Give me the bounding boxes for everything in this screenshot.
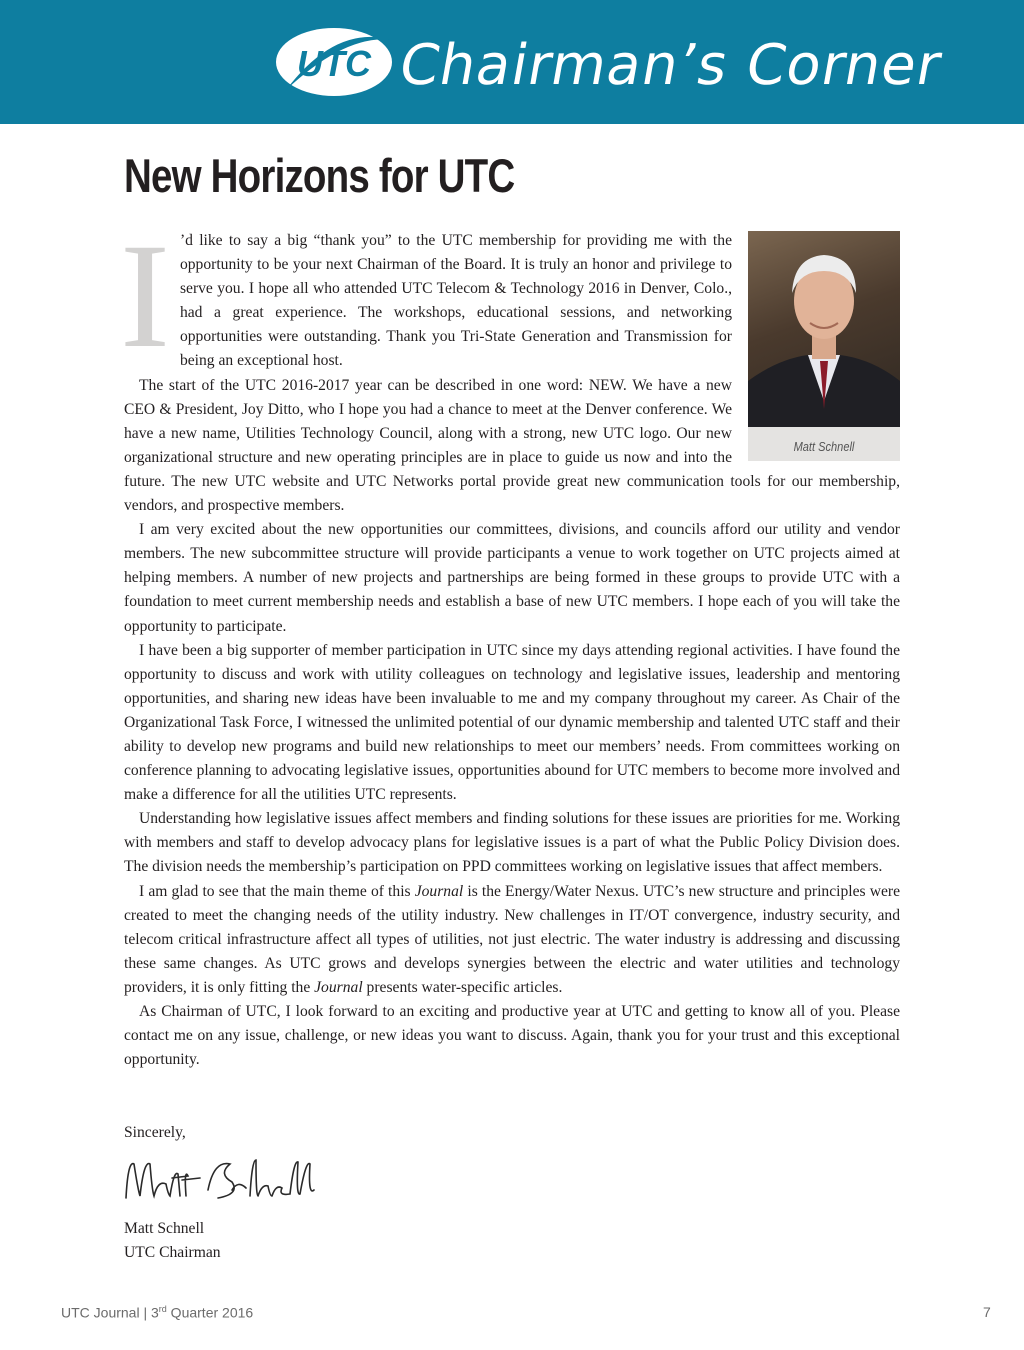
paragraph-7: As Chairman of UTC, I look forward to an exciting and productive year at UTC and getting to know all of you. Please contact me on any issue, challenge, or new ideas you want to discuss. Again, thank you for your trust and this exceptional opportunity.: [124, 1003, 900, 1069]
portrait-figure: [748, 231, 900, 461]
header-banner: [0, 0, 1024, 124]
signer-name: Matt Schnell: [124, 1220, 205, 1237]
journal-title: Journal: [314, 978, 363, 996]
drop-cap: I: [120, 213, 170, 379]
signer-title: UTC Chairman: [124, 1244, 221, 1261]
section-title: Chairman’s Corner: [394, 33, 947, 98]
page-number: 7: [983, 1304, 991, 1320]
paragraph-3: I am very excited about the new opportunities our committees, divisions, and councils afford our utility and vendor members. The new subcommittee structure will provide participants a venue to work together on UTC projects aimed at helping members. A number of new projects and partnerships are being formed in these groups to provide UTC with a foundation to meet current membership needs and establish a base of new UTC members. I hope each of you will take the opportunity to participate.: [124, 521, 900, 635]
logo-text: UTC: [297, 43, 371, 84]
paragraph-6: I am glad to see that the main theme of this Journal is the Energy/Water Nexus. UTC’s new structure and principles were created to meet the changing needs of the utility industry. New challenges in IT/OT convergence, industry security, and telecom critical infrastructure affect all types of utilities, not just electric. The water industry is addressing and discussing these same changes. As UTC grows and develops synergies between the electric and water utilities and technology providers, it is only fitting the Journal presents water-specific articles.: [124, 882, 900, 996]
paragraph-2: The start of the UTC 2016-2017 year can be described in one word: NEW. We have a new CEO & President, Joy Ditto, who I hope you had a chance to meet at the Denver conference. We have a new name, Utilities Technology Council, along with a strong, new UTC logo. Our new organizational structure and new operating principles are in place to guide us now and into the future. The new UTC website and UTC Networks portal provide great new communication tools for our membership, vendors, and prospective members.: [124, 376, 900, 515]
portrait-photo: [748, 231, 900, 427]
journal-title: Journal: [414, 882, 464, 900]
footer-publication: UTC Journal | 3rd Quarter 2016: [61, 1304, 254, 1321]
paragraph-1-text: ’d like to say a big “thank you” to the UTC membership for providing me with the opportunity to be your next Chairman of the Board. It is truly an honor and privilege to serve you. I hope all who attended UTC Telecom & Technology 2016 in Denver, Colo., had a great experience. The workshops, educational sessions, and networking opportunities were outstanding. Thank you Tri-State Generation and Transmission for being an exceptional host.: [179, 232, 732, 370]
signature-image: [122, 1150, 322, 1210]
portrait-caption: Matt Schnell: [793, 439, 855, 454]
paragraph-4: I have been a big supporter of member participation in UTC since my days attending regional activities. I have found the opportunity to discuss and work with utility colleagues on technology and legislative issues, leadership and mentoring opportunities, and sharing new ideas have been invaluable to me and my company throughout my career. As Chair of the Organizational Task Force, I witnessed the unlimited potential of our dynamic membership and talented UTC staff and their ability to develop new programs and build new relationships to meet our members’ needs. From committees working on conference planning to advocating legislative issues, opportunities abound for UTC members to become more involved and make a difference for all the utilities UTC represents.: [124, 641, 900, 804]
utc-logo: [276, 20, 394, 100]
paragraph-5: Understanding how legislative issues affect members and finding solutions for these issues are priorities for me. Working with members and staff to develop advocacy plans for legislative issues is a part of what the Public Policy Division does. The division needs the membership’s participation on PPD committees working on legislative issues that affect members.: [124, 810, 900, 876]
article-body: [120, 213, 900, 1072]
salutation: Sincerely,: [124, 1124, 186, 1141]
article-headline: New Horizons for UTC: [124, 149, 515, 202]
